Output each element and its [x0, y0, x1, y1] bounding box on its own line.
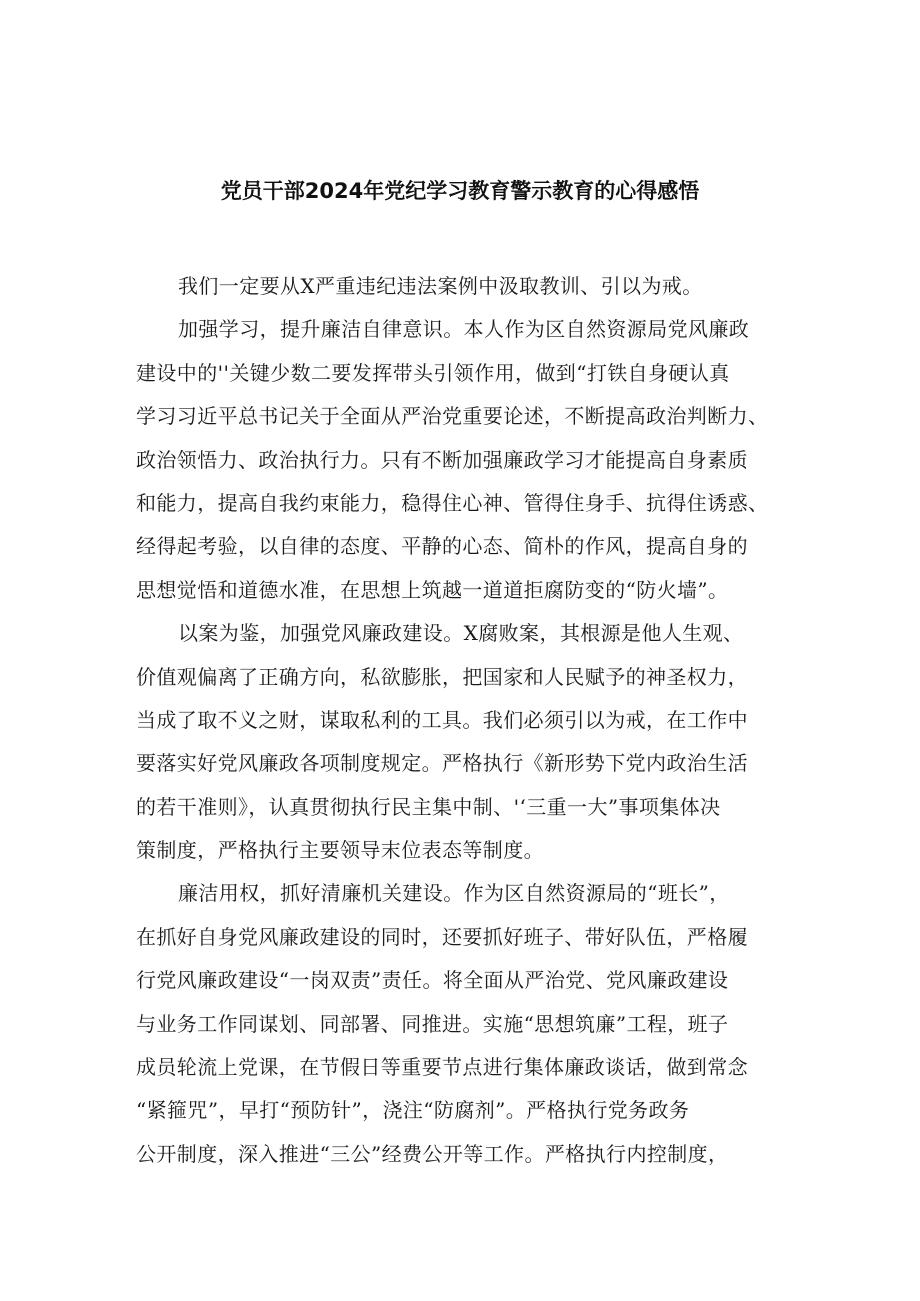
- paragraph-line: 与业务工作同谋划、同部署、同推进。实施“思想筑廉”工程，班子: [136, 1011, 729, 1036]
- paragraph-line: 成员轮流上党课，在节假日等重要节点进行集体廉政谈话，做到常念: [136, 1055, 748, 1080]
- paragraph-line: 学习习近平总书记关于全面从严治党重要论述，不断提高政治判断力、: [136, 404, 769, 429]
- paragraph-line: 公开制度，深入推进“三公”经费公开等工作。严格执行内控制度，: [136, 1141, 729, 1166]
- paragraph-line: 策制度，严格执行主要领导末位表态等制度。: [136, 838, 544, 863]
- paragraph-line: 当成了取不义之财，谋取私利的工具。我们必须引以为戒，在工作中: [136, 707, 748, 732]
- paragraph-line: 和能力，提高自我约束能力，稳得住心神、管得住身手、抗得住诱惑、: [136, 490, 769, 515]
- paragraph-line: 行党风廉政建设“一岗双责”责任。将全面从严治党、党风廉政建设: [136, 968, 729, 993]
- paragraph-line: 政治领悟力、政治执行力。只有不断加强廉政学习才能提高自身素质: [136, 447, 748, 472]
- paragraph-line: 要落实好党风廉政各项制度规定。严格执行《新形势下党内政治生活: [136, 751, 748, 776]
- paragraph-line: 价值观偏离了正确方向，私欲膨胀，把国家和人民赋予的神圣权力，: [136, 664, 748, 689]
- paragraph-line: 思想觉悟和道德水准，在思想上筑越一道道拒腐防变的“防火墙”。: [136, 577, 729, 602]
- paragraph-line: “紧箍咒”，早打“预防针”，浇注“防腐剂”。严格执行党务政务: [136, 1098, 690, 1123]
- paragraph-line: 以案为鉴，加强党风廉政建设。X腐败案，其根源是他人生观、: [178, 621, 744, 646]
- paragraph-line: 廉洁用权，抓好清廉机关建设。作为区自然资源局的“班长”，: [178, 881, 730, 906]
- document-title: 党员干部2024年党纪学习教育警示教育的心得感悟: [220, 179, 700, 203]
- paragraph-line: 经得起考验，以自律的态度、平静的心态、简朴的作风，提高自身的: [136, 534, 748, 559]
- paragraph-line: 建设中的''关键少数二要发挥带头引领作用，做到“打铁自身硬认真: [136, 360, 730, 385]
- paragraph-line: 我们一定要从X严重违纪违法案例中汲取教训、引以为戒。: [178, 274, 703, 298]
- paragraph-line: 的若干准则》，认真贯彻执行民主集中制、'‘三重一大”事项集体决: [136, 794, 721, 819]
- paragraph-line: 加强学习，提升廉洁自律意识。本人作为区自然资源局党风廉政: [178, 317, 750, 342]
- paragraph-line: 在抓好自身党风廉政建设的同时，还要抓好班子、带好队伍，严格履: [136, 924, 748, 949]
- document-body: [136, 265, 796, 1176]
